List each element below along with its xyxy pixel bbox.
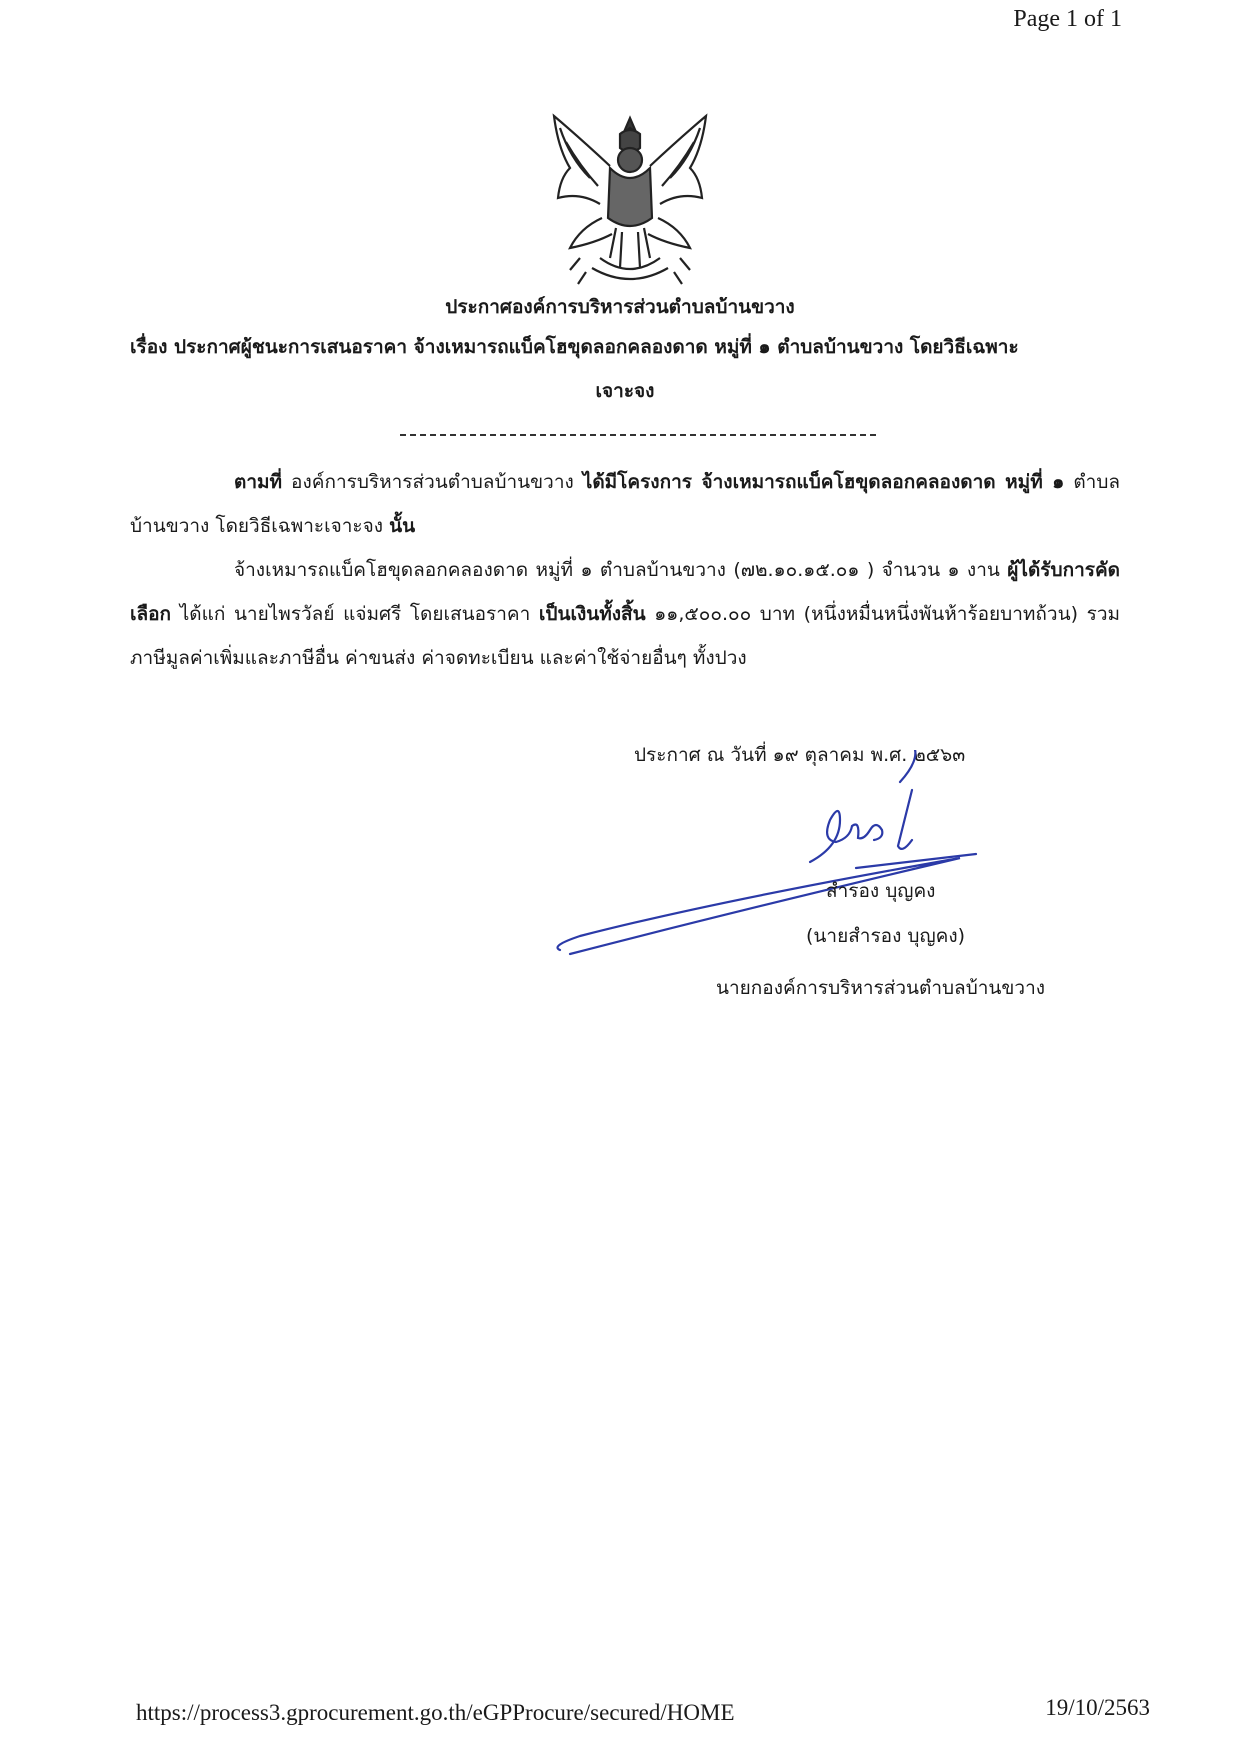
signatory-full-name: (นายสำรอง บุญคง) [806,925,966,947]
paragraph-award [130,548,1120,680]
page-number: Page 1 of 1 [1013,6,1122,32]
garuda-emblem-icon [540,108,720,288]
signatory-name: สำรอง บุญคง [826,880,936,902]
para2-selected-label: ผู้ได้รับการคัดเลือก [130,559,1121,625]
signatory-position: นายกองค์การบริหารส่วนตำบลบ้านขวาง [716,977,1046,999]
para1-end: นั้น [389,515,416,537]
para2-amount-label: เป็นเงินทั้งสิ้น [538,603,646,625]
separator-line [400,434,876,436]
announcement-date: ประกาศ ณ วันที่ ๑๙ ตุลาคม พ.ศ. ๒๕๖๓ [634,744,966,766]
para2-winner: ได้แก่ นายไพรวัลย์ แจ่มศรี โดยเสนอราคา [179,603,531,625]
subject-line-2: เจาะจง [595,380,655,402]
footer-url: https://process3.gprocurement.go.th/eGPProcure/secured/HOME [136,1700,735,1725]
para2-item: จ้างเหมารถแบ็คโฮขุดลอกคลองดาด หมู่ที่ ๑ ตำบลบ้านขวาง (๗๒.๑๐.๑๕.๐๑ ) จำนวน ๑ งาน [234,559,1000,581]
para1-method: ตำบลบ้านขวาง โดยวิธีเฉพาะเจาะจง [130,471,1121,537]
paragraph-background [130,460,1120,548]
announcement-title: ประกาศองค์การบริหารส่วนตำบลบ้านขวาง [445,296,795,318]
footer-date: 19/10/2563 [1045,1695,1150,1720]
para2-includes: รวมภาษีมูลค่าเพิ่มและภาษีอื่น ค่าขนส่ง ค่าจดทะเบียน และค่าใช้จ่ายอื่นๆ ทั้งปวง [130,603,1121,669]
para1-org: องค์การบริหารส่วนตำบลบ้านขวาง [291,471,574,493]
para1-project: ได้มีโครงการ จ้างเหมารถแบ็คโฮขุดลอกคลองดาด หมู่ที่ ๑ [582,471,1065,493]
announcement-subject [130,325,1120,413]
para1-lead: ตามที่ [234,471,283,493]
subject-line-1: เรื่อง ประกาศผู้ชนะการเสนอราคา จ้างเหมารถแบ็คโฮขุดลอกคลองดาด หมู่ที่ ๑ ตำบลบ้านขวาง โดยวิธีเฉพาะ [130,336,1019,358]
para2-amount: ๑๑,๕๐๐.๐๐ บาท (หนึ่งหมื่นหนึ่งพันห้าร้อยบาทถ้วน) [654,603,1078,625]
